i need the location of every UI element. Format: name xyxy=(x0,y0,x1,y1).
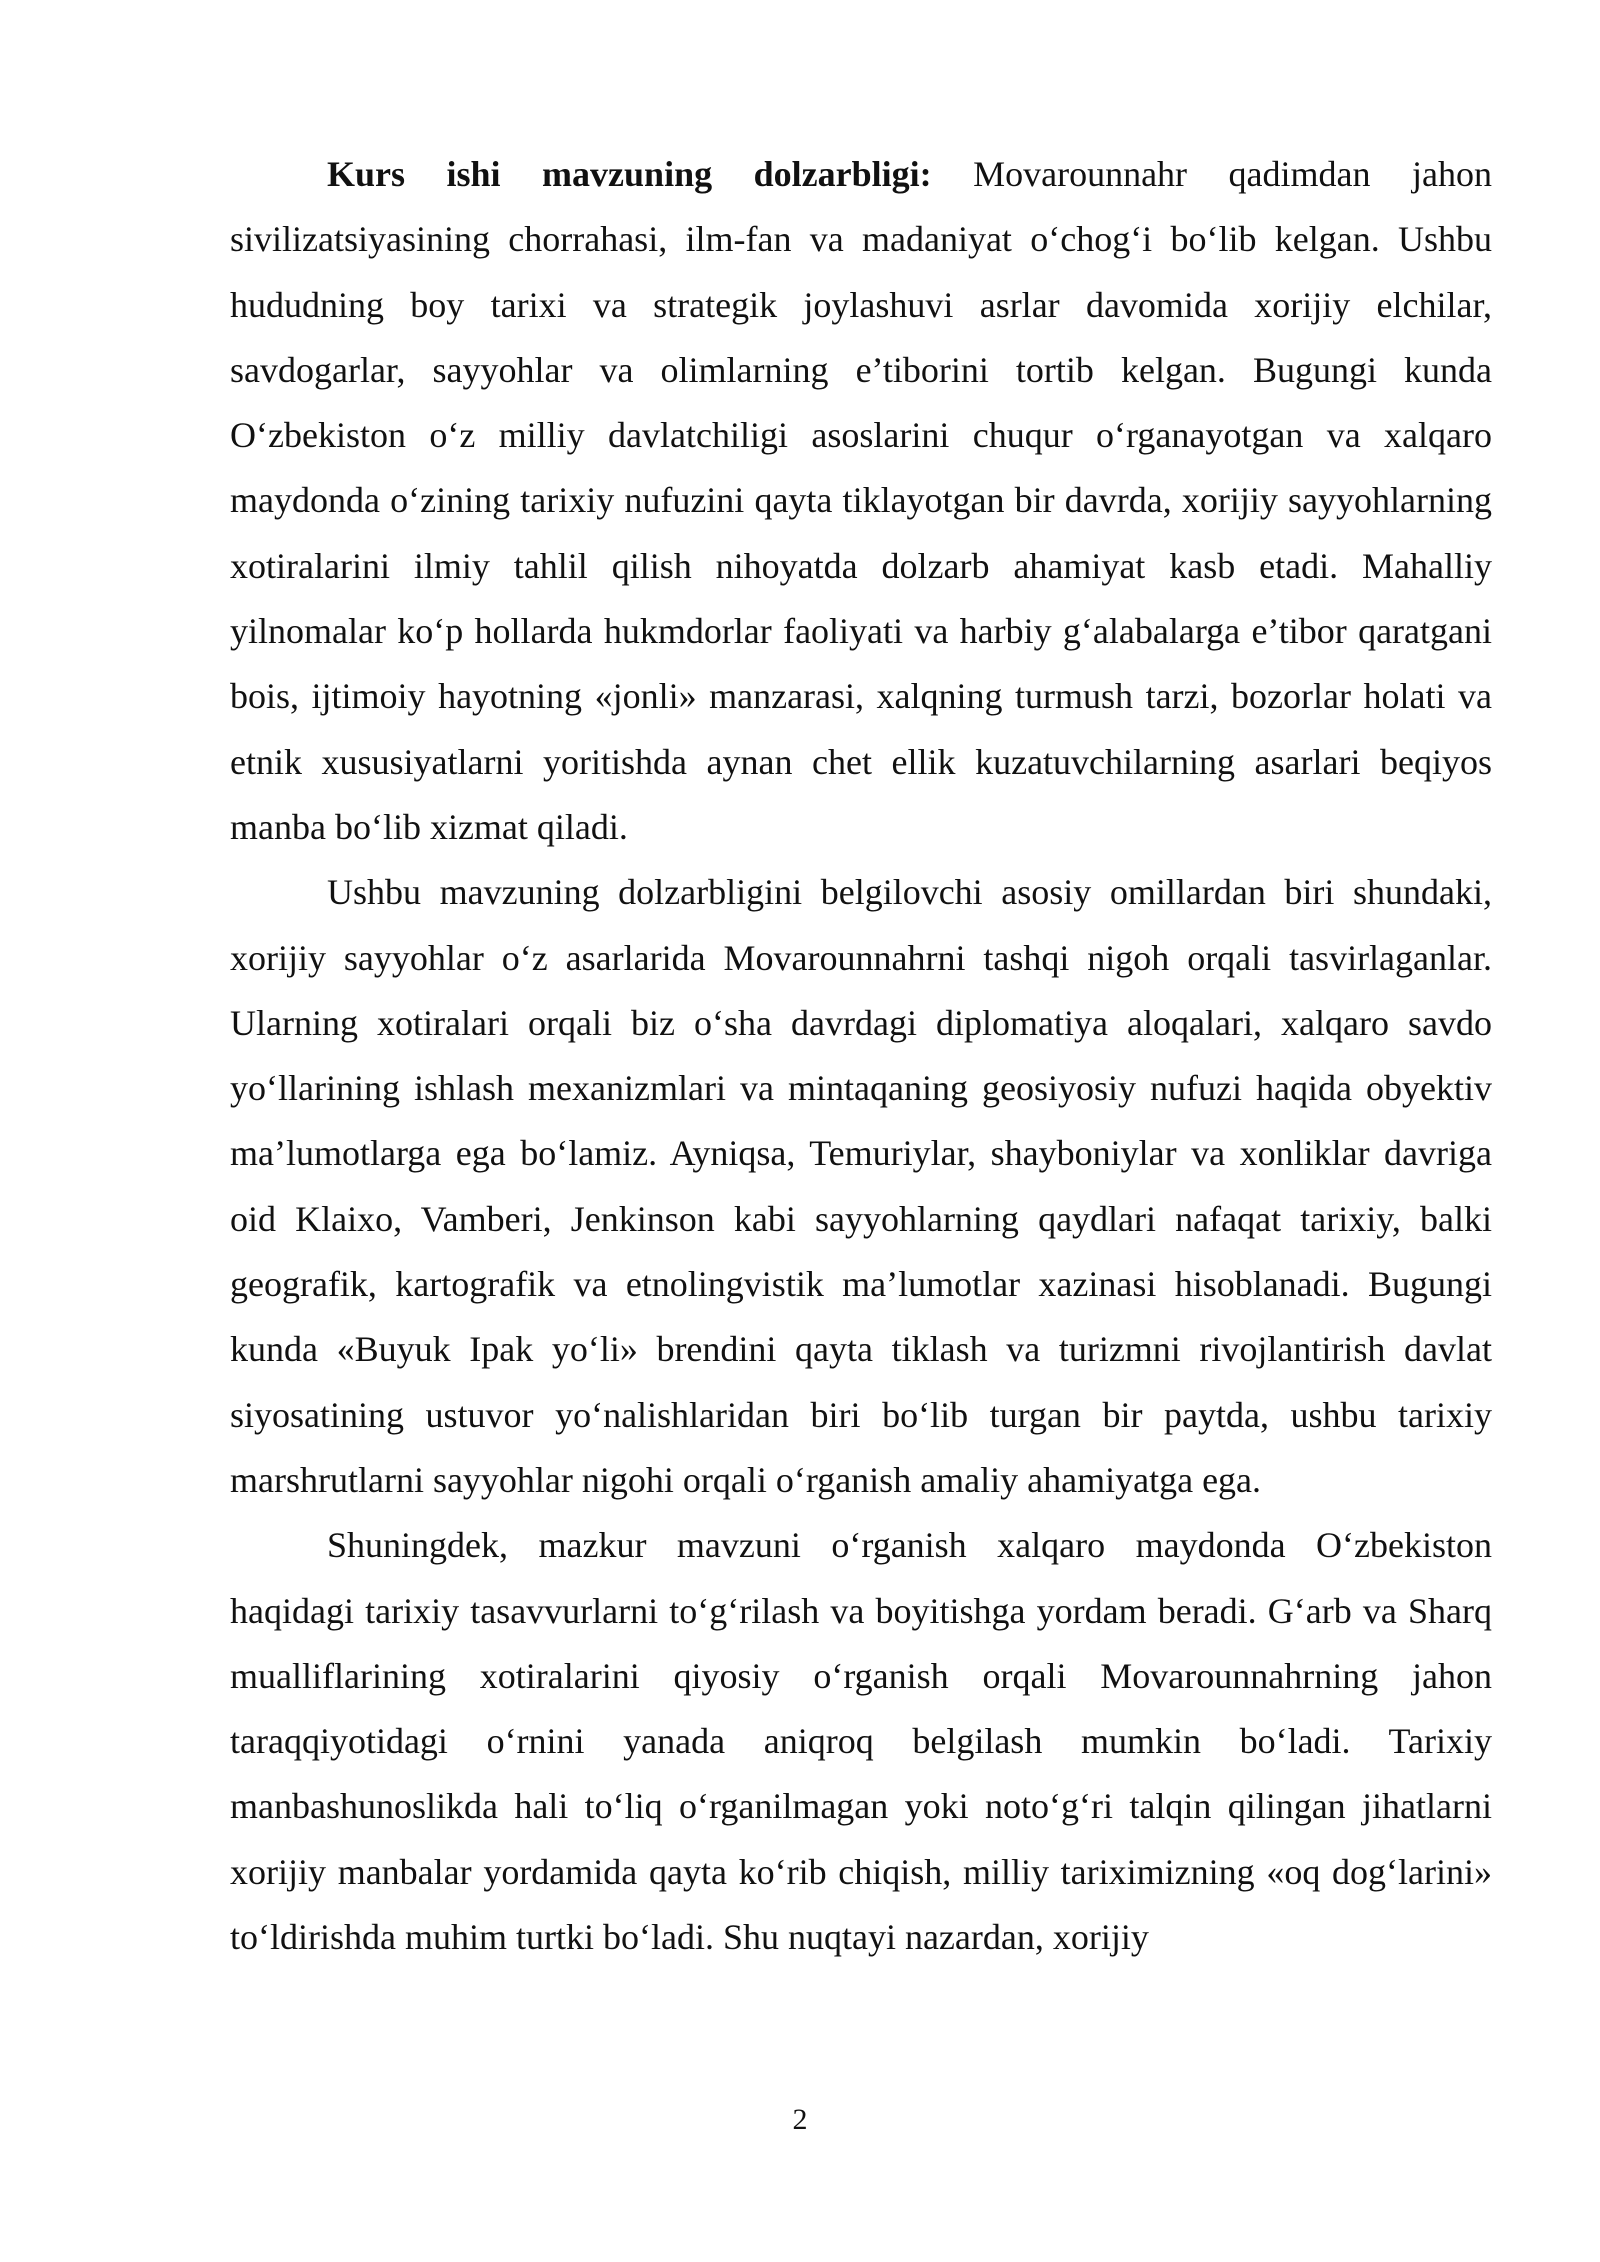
relevance-heading: Kurs ishi mavzuning dolzarbligi: xyxy=(327,154,932,194)
paragraph-relevance xyxy=(230,142,1492,860)
paragraph-text: Shuningdek, mazkur mavzuni o‘rganish xalqaro maydonda O‘zbekiston haqidagi tarixiy tasavvurlarni to‘g‘rilash va boyitishga yordam beradi. G‘arb va Sharq mualliflarining xotiralarini qiyosiy o‘rganish orqali Movarounnahrning jahon taraqqiyotidagi o‘rnini yanada aniqroq belgilash mumkin bo‘ladi. Tarixiy manbashunoslikda hali to‘liq o‘rganilmagan yoki noto‘g‘ri talqin qilingan jihatlarni xorijiy manbalar yordamida qayta ko‘rib chiqish, milliy tariximizning «oq dog‘larini» to‘ldirishda muhim turtki bo‘ladi. Shu nuqtayi nazardan, xorijiy xyxy=(230,1525,1492,1958)
paragraph-text: Ushbu mavzuning dolzarbligini belgilovchi asosiy omillardan biri shundaki, xorijiy sayyohlar o‘z asarlarida Movarounnahrni tashqi nigoh orqali tasvirlaganlar. Ularning xotiralari orqali biz o‘sha davrdagi diplomatiya aloqalari, xalqaro savdo yo‘llarining ishlash mexanizmlari va mintaqaning geosiyosiy nufuzi haqida obyektiv ma’lumotlarga ega bo‘lamiz. Ayniqsa, Temuriylar, shayboniylar va xonliklar davriga oid Klaixo, Vamberi, Jenkinson kabi sayyohlarning qaydlari nafaqat tarixiy, balki geografik, kartografik va etnolingvistik ma’lumotlar xazinasi hisoblanadi. Bugungi kunda «Buyuk Ipak yo‘li» brendini qayta tiklash va turizmni rivojlantirish davlat siyosatining ustuvor yo‘nalishlaridan biri bo‘lib turgan bir paytda, ushbu tarixiy marshrutlarni sayyohlar nigohi orqali o‘rganish amaliy ahamiyatga ega. xyxy=(230,872,1492,1500)
paragraph-factors xyxy=(230,860,1492,1513)
document-body xyxy=(230,142,1492,1970)
paragraph-international xyxy=(230,1513,1492,1970)
paragraph-text: Movarounnahr qadimdan jahon sivilizatsiyasining chorrahasi, ilm-fan va madaniyat o‘chog‘i bo‘lib kelgan. Ushbu hududning boy tarixi va strategik joylashuvi asrlar davomida xorijiy elchilar, savdogarlar, sayyohlar va olimlarning e’tiborini tortib kelgan. Bugungi kunda O‘zbekiston o‘z milliy davlatchiligi asoslarini chuqur o‘rganayotgan va xalqaro maydonda o‘zining tarixiy nufuzini qayta tiklayotgan bir davrda, xorijiy sayyohlarning xotiralarini ilmiy tahlil qilish nihoyatda dolzarb ahamiyat kasb etadi. Mahalliy yilnomalar ko‘p hollarda hukmdorlar faoliyati va harbiy g‘alabalarga e’tibor qaratgani bois, ijtimoiy hayotning «jonli» manzarasi, xalqning turmush tarzi, bozorlar holati va etnik xususiyatlarni yoritishda aynan chet ellik kuzatuvchilarning asarlari beqiyos manba bo‘lib xizmat qiladi. xyxy=(230,154,1492,847)
page-number: 2 xyxy=(792,2103,808,2136)
